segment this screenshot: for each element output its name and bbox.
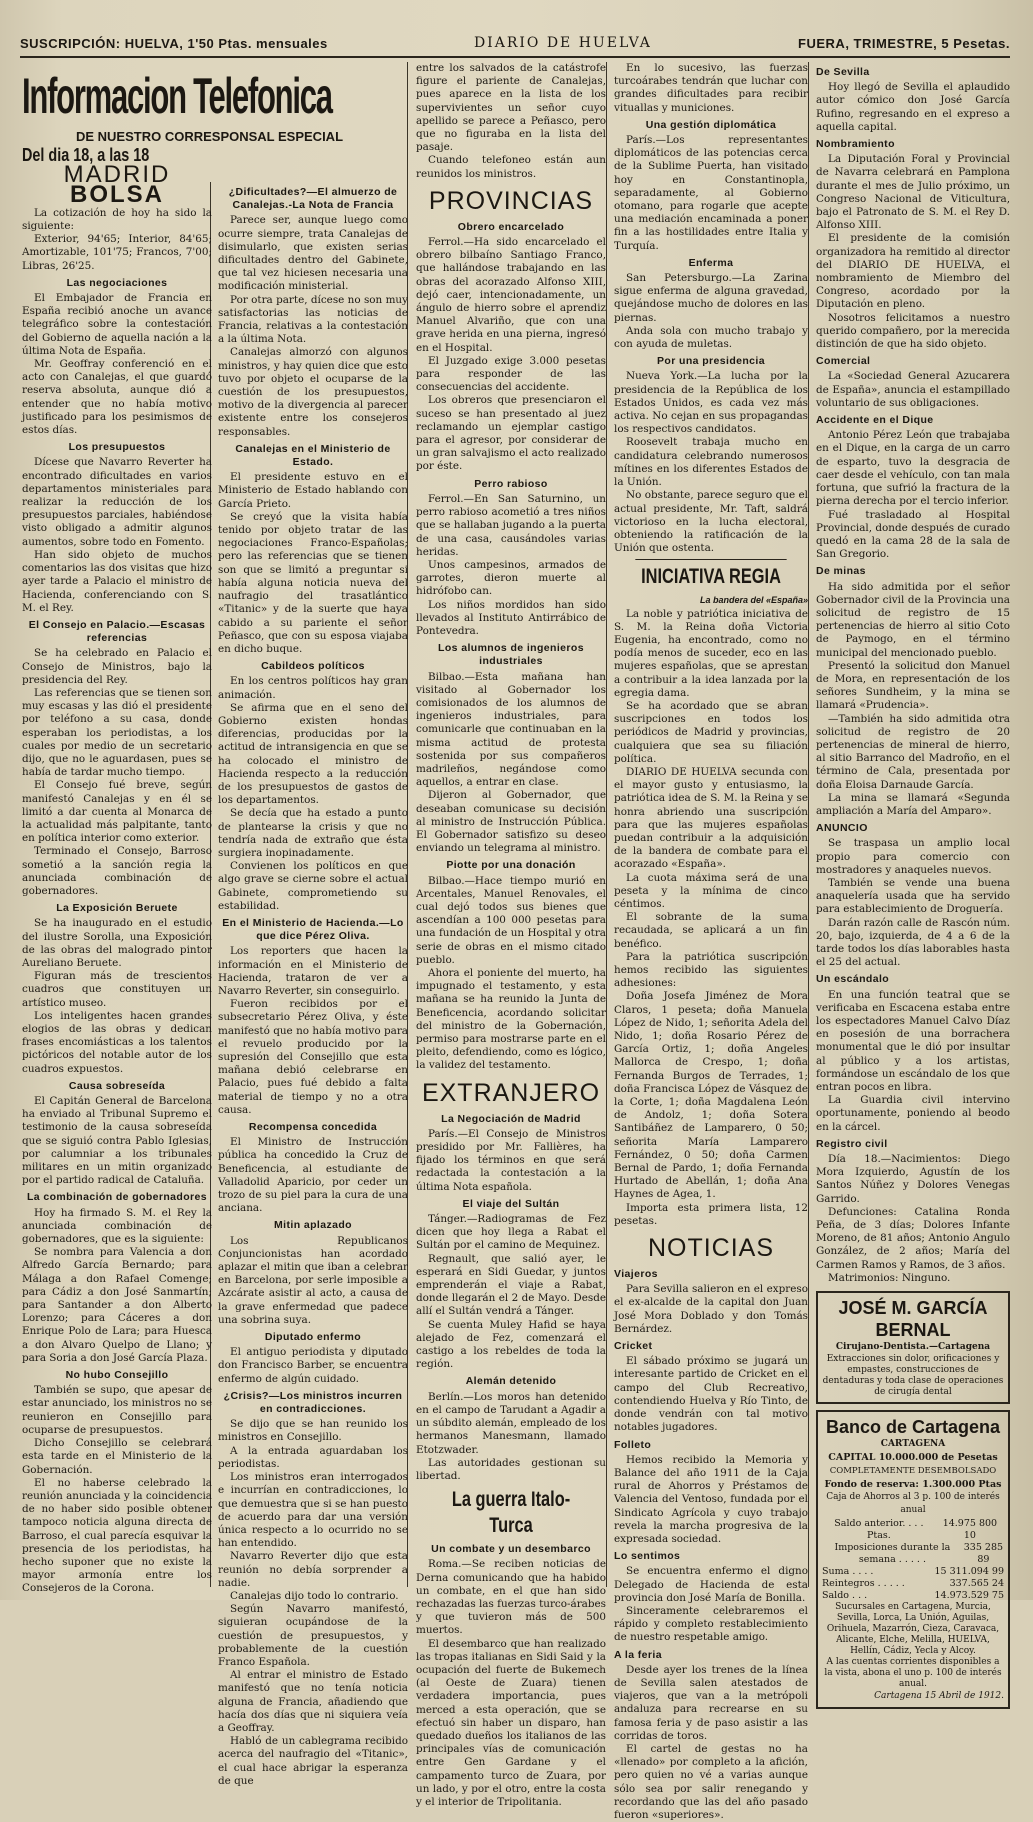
article-heading: La combinación de gobernadores — [26, 1191, 208, 1204]
paragraph: Regnault, que salió ayer, le esperará en Sidi Guedar, y juntos emprenderán el viaje a Rabat, donde llegarán el 2 de Mayo. Desde allí el Sultán vendrá a Tánger. — [416, 1252, 606, 1318]
article-subheading: La bandera del «España» — [699, 595, 808, 606]
ledger-label: Suma . . . . — [822, 1565, 874, 1577]
paragraph: También se vende una buena anaquelería usada que ha servido para establecimiento de Droguería. — [816, 876, 1010, 916]
paragraph: Sinceramente celebraremos el rápido y completo restablecimiento de nuestro respetable amigo. — [614, 1604, 808, 1644]
ad-line: COMPLETAMENTE DESEMBOLSADO — [829, 1465, 997, 1476]
paragraph: Al entrar el ministro de Estado manifestó que no tenía noticia alguna de Francia, añadiendo que hacía dos días que ni siquiera veía a Geoffray. — [218, 1669, 408, 1734]
article-heading: Nombramiento — [816, 138, 895, 151]
paragraph: La Diputación Foral y Provincial de Navarra celebrará en Pamplona durante el mes de Julio próximo, un Congreso Nacional de Viticultura, bajo el Patronato de S. M. el Rey D. Alfonso XIII. — [816, 153, 1010, 232]
paragraph: Para Sevilla salieron en el expreso el ex-alcalde de la capital don Juan José Mora Doblado y don Tomás Bernárdez. — [614, 1283, 808, 1335]
article-heading: Comercial — [816, 355, 871, 368]
article-heading: A la feria — [614, 1648, 662, 1661]
paragraph: Desde ayer los trenes de la línea de Sevilla salen atestados de viajeros, que van a la metrópoli andaluza para recrearse en su famosa feria y de paso asistir a las corridas de toros. — [614, 1663, 808, 1742]
subscription-outside: FUERA, TRIMESTRE, 5 Pesetas. — [798, 35, 1010, 51]
column-rule — [606, 62, 607, 1587]
ledger-row — [822, 1518, 1004, 1542]
paragraph: Por otra parte, dícese no son muy satisfactorias las noticias de Francia, relativas a la contestación a la última Nota. — [218, 293, 408, 346]
paragraph: Nueva York.—La lucha por la presidencia de la República de los Estados Unidos, es cada vez más activa. No cejan en sus propagandas los respectivos candidatos. — [614, 370, 808, 436]
article-heading: Perro rabioso — [474, 477, 548, 490]
ledger-label: Imposiciones durante la semana . . . . . — [834, 1541, 951, 1565]
article-heading: ¿Crisis?—Los ministros incurren en contradicciones. — [223, 1389, 403, 1416]
paragraph: La cotización de hoy ha sido la siguiente: — [22, 206, 212, 233]
section-heading-extranjero: EXTRANJERO — [421, 1078, 601, 1107]
paragraph: Se decía que ha estado a punto de plantearse la crisis y que no tendría nada de extraño que ésta surgiera inopinadamente. — [218, 807, 408, 859]
paragraph: Cuando telefoneo están aun reunidos los ministros. — [416, 154, 606, 180]
paragraph: Exterior, 94'65; Interior, 84'65; Amortizable, 101'75; Francos, 7'00; Libras, 26'25. — [22, 233, 212, 272]
article-heading: Los alumnos de ingenieros industriales — [438, 642, 584, 668]
article-heading: Causa sobreseída — [68, 1079, 166, 1092]
ledger-row — [822, 1590, 1004, 1602]
paragraph: La cuota máxima será de una peseta y la mínima de cinco céntimos. — [614, 871, 808, 910]
paragraph: Se cuenta Muley Hafid se haya alejado de Fez, comenzará el castigo a los rebeldes de toda la región. — [416, 1318, 606, 1371]
paragraph: Doña Josefa Jiménez de Mora Claros, 1 peseta; doña Manuela López de Nido, 1; señorita Adela del Nido, 1; doña Rosario Pérez de García Ortiz, 1; doña Angeles Mallorca de Crespo, 1; doña Fernanda Burgos de Terrades, 1; doña Francisca López de Vásquez de la Corte, 1; doña Magdalena León de Andolz, 1; doña Sotera Santibáñez de Lamparero, 0 50; señorita María Lamparero Fernández, 0 50; doña Carmen Bernal de Pardo, 1; doña Fernanda Hurtado de Abellán, 1; doña Ana Haynes de Agea, 1. — [614, 990, 808, 1201]
paragraph: Convienen los políticos en que algo grave se cierne sobre el actual Gabinete, comprometiendo su estabilidad. — [218, 860, 408, 912]
paragraph: Se traspasa un amplio local propio para comercio con mostradores y anaqueles nuevos. — [816, 837, 1010, 876]
ad-line: CAPITAL 10.000.000 de Pesetas — [828, 1452, 998, 1464]
paragraph: También se supo, que apesar de estar anunciado, los ministros no se reunieron en Consejillo para ocuparse de presupuestos. — [22, 1384, 212, 1436]
ad-line: Extracciones sin dolor, orificaciones y empastes, construcciones de dentaduras y toda clase de operaciones de cirugía dental — [822, 1354, 1004, 1398]
subscription-huelva: SUSCRIPCIÓN: HUELVA, 1'50 Ptas. mensuales — [20, 35, 328, 51]
paragraph: Según Navarro manifestó, siguieran ocupándose de la cuestión de presupuestos, y probablemente de la cuestión Franco Española. — [218, 1603, 408, 1668]
paragraph: Darán razón calle de Rascón núm. 20, bajo, izquierda, de 4 a 6 de la tarde todos los días laborables hasta el 25 del actual. — [816, 916, 1010, 969]
paragraph: El Ministro de Instrucción pública ha concedido la Cruz de Beneficencia, al estudiante de Valladolid Aparicio, por ceder un trozo de su piel para la cura de una anciana. — [218, 1136, 408, 1215]
paragraph: San Petersburgo.—La Zarina sigue enferma de alguna gravedad, quejándose mucho de dolores en las piernas. — [614, 272, 808, 324]
paragraph: Se ha inaugurado en el estudio del ilustre Sorolla, una Exposición de las obras del malogrado pintor Aureliano Beruete. — [22, 917, 212, 969]
paragraph: Se ha acordado que se abran suscripciones en todos los periódicos de Madrid y provincias, cualquiera que sea su filiación política. — [614, 699, 808, 765]
ledger-value: 335 285 89 — [963, 1541, 1004, 1565]
article-heading: Enferma — [688, 256, 734, 269]
paragraph: Ferrol.—En San Saturnino, un perro rabioso acometió a tres niños que se hallaban jugando a la puerta de una casa, causándoles varias heridas. — [416, 492, 606, 558]
article-heading: Los presupuestos — [68, 441, 166, 454]
paragraph: Bilbao.—Hace tiempo murió en Arcentales, Manuel Renovales, el cual dejó todos sus bienes que ascendían a 100 000 pesetas para una fundación de un Hospital y otra serie de obras en el mismo citado pueblo. — [416, 874, 606, 966]
paragraph: entre los salvados de la catástrofe figure el pariente de Canalejas, pues aparece en la lista de los supervivientes un señor cuyo apellido se parece a Peñasco, pero que no figuraba en la lista del pasaje. — [416, 62, 606, 154]
ad-line: Caja de Ahorros al 3 p. 100 de interés anual — [826, 1492, 1000, 1516]
article-heading: Las negociaciones — [66, 276, 168, 289]
column-rule — [808, 62, 809, 1587]
section-heading-iniciativa: INICIATIVA REGIA — [635, 559, 786, 590]
paragraph: Nosotros felicitamos a nuestro querido compañero, por la merecida distinción de que ha sido objeto. — [816, 311, 1010, 351]
paragraph: Matrimonios: Ninguno. — [828, 1271, 951, 1284]
bolsa-heading: BOLSA — [70, 180, 164, 208]
paragraph: Canalejas almorzó con algunos ministros, y hay quien dice que esto tuvo por objeto el ocuparse de la cuestión de los presupuestos, motivo de la divergencia al parecer existente entre los consejeros responsables. — [218, 346, 408, 438]
article-heading: De Sevilla — [816, 66, 870, 78]
paragraph: Dícese que Navarro Reverter ha encontrado dificultades en varios departamentos ministeriales para realizar la reducción de los presupuestos parciales, habiéndose visto obligado a admitir algunos aumentos, sobre todo en Fomento. — [22, 456, 212, 548]
article-heading: De minas — [816, 565, 866, 578]
paragraph: Roma.—Se reciben noticias de Derna comunicando que ha habido un combate, en el que han sido rechazadas las fuerzas turco-árabes y que tuvieron más de 500 muertos. — [416, 1558, 606, 1637]
article-heading: El viaje del Sultán — [462, 1197, 560, 1210]
paragraph: En lo sucesivo, las fuerzas turcoárabes tendrán que luchar con grandes dificultades para recibir vituallas y municiones. — [614, 62, 808, 114]
ledger-row — [822, 1578, 1004, 1590]
paragraph: Ahora el poniente del muerto, ha impugnado el testamento, y esta mañana se ha reunido la Junta de Beneficencia, acordando solicitar del ministro de la Gobernación, permiso para mostrarse parte en el pleito, defendiendo, como es lógico, la validez del testamento. — [416, 967, 606, 1072]
paragraph: En una función teatral que se verificaba en Escacena estaba entre los espectadores Manuel Calvo Díaz en posesión de una borrachera monumental que le dió por insultar al público y a los artistas, formándose un escándalo de los que entran pocos en libra. — [816, 988, 1010, 1094]
paragraph: El cartel de gestas no ha «llenado» por completo a la afición, pero quien no vé a varias aunque sólo sea por salir renegando y recordando que las del año pasado fueron «superiores». — [614, 1742, 808, 1821]
article-heading: Alemán detenido — [465, 1375, 557, 1388]
ad-date: Cartagena 15 Abril de 1912. — [874, 1690, 1004, 1701]
paragraph: Anda sola con mucho trabajo y con ayuda de muletas. — [614, 324, 808, 351]
ledger-value: 14.975 800 10 — [942, 1517, 998, 1541]
paragraph: Hoy ha firmado S. M. el Rey la anunciada combinación de gobernadores, que es la siguiente: — [22, 1206, 212, 1246]
paragraph: Para la patriótica suscripción hemos recibido las siguientes adhesiones: — [614, 950, 808, 990]
section-heading-provincias: PROVINCIAS — [428, 186, 594, 215]
article-heading: Obrero encarcelado — [457, 220, 565, 233]
paragraph: Canalejas dijo todo lo contrario. — [230, 1589, 399, 1602]
paragraph: No obstante, parece seguro que el actual presidente, Mr. Taft, saldrá victorioso en la lucha electoral, obteniendo la ratificación de la Unión que ostenta. — [614, 489, 808, 555]
paragraph: Mr. Geoffray conferenció en el acto con Canalejas, el que guardó reserva absoluta, aunque dió a entender que no había motivo justificado para los pesimismos de estos días. — [22, 358, 212, 437]
article-heading: No hubo Consejillo — [65, 1369, 169, 1382]
article-heading: Mitin aplazado — [274, 1219, 352, 1232]
paragraph: El Juzgado exige 3.000 pesetas para responder de las consecuencias del accidente. — [416, 354, 606, 394]
paragraph: Los obreros que presenciaron el suceso se han presentado al juez reclamando un ejemplar castigo para el agresor, por considerar de un gran salvajismo el acto realizado por éste. — [416, 394, 606, 473]
ad-line: Cirujano-Dentista.—Cartagena — [835, 1342, 991, 1353]
column-2 — [218, 182, 408, 1787]
ad-line: Fondo de reserva: 1.300.000 Ptas — [824, 1478, 1002, 1490]
paragraph: La noble y patriótica iniciativa de S. M. la Reina doña Victoria Eugenia, ha encontrado, como no podía menos de suceder, eco en las mujeres españolas, que se aprestan a contribuir a la idea lanzada por la egregia dama. — [614, 607, 808, 699]
paragraph: Se ha celebrado en Palacio el Consejo de Ministros, bajo la presidencia del Rey. — [22, 647, 212, 686]
paragraph: Los Republicanos Conjuncionistas han acordado aplazar el mitin que iban a celebrar en Barcelona, por serle imposible a Azcárate asistir al acto, a causa de la grave enfermedad que padece una sobrina suya. — [218, 1234, 408, 1326]
ad-city: CARTAGENA — [880, 1439, 946, 1450]
dentist-advertisement — [816, 1291, 1010, 1404]
paragraph: Ha sido admitida por el señor Gobernador civil de la Provincia una solicitud de registro de 15 pertenencias de hierro al sitio Coto de Paymogo, en el término municipal del mencionado pueblo. — [816, 580, 1010, 659]
paragraph: Las autoridades gestionan su libertad. — [416, 1456, 606, 1482]
article-heading: Recompensa concedida — [248, 1121, 378, 1134]
ad-line: Sucursales en Cartagena, Murcia, Sevilla, Lorca, La Unión, Aguilas, Orihuela, Mazarrón, Cieza, Caravaca, Alicante, Elche, Melilla, HUELVA, Hellín, Cádiz, Yecla y Alcoy. — [826, 1601, 1000, 1656]
ad-name: Banco de Cartagena — [825, 1417, 1001, 1438]
paragraph: Dijeron al Gobernador, que deseaban comunicase su decisión al ministro de Instrucción Pública. El Gobernador satisfizo su deseo enviando un telegrama al ministro. — [416, 789, 606, 855]
article-heading: Viajeros — [614, 1268, 658, 1281]
ledger-label: Reintegros . . . . . — [822, 1577, 905, 1589]
paragraph: El no haberse celebrado la reunión anunciada y la coincidencia de no haber sido posible obtener tampoco noticia alguna directa de Barroso, el cual parecía esquivar la presencia de los periodistas, ha hecho suponer que no existe la mayor armonía entre los Consejeros de la Corona. — [22, 1476, 212, 1595]
article-heading: El Consejo en Palacio.—Escasas referencias — [28, 618, 206, 645]
paragraph: Dicho Consejillo se celebrará esta tarde en el Ministerio de la Gobernación. — [22, 1437, 212, 1476]
paragraph: El presidente estuvo en el Ministerio de Estado hablando con García Prieto. — [218, 471, 408, 510]
paragraph: Figuran más de trescientos cuadros que constituyen un artístico museo. — [22, 970, 212, 1009]
section-heading-guerra: La guerra Italo-Turca — [451, 1488, 571, 1538]
column-3 — [416, 62, 606, 1808]
ledger-label: Saldo . . . — [822, 1589, 868, 1601]
paragraph: El sobrante de la suma recaudada, se aplicará a un fin benéfico. — [614, 911, 808, 950]
paragraph: El presidente de la comisión organizadora ha remitido al director del DIARIO DE HUELVA, el nombramiento de Miembro del Congreso, acordado por la Diputación en pleno. — [816, 232, 1010, 311]
city-heading: MADRID — [63, 161, 171, 189]
article-heading: Una gestión diplomática — [645, 118, 777, 131]
ledger-value: 15 311.094 99 — [934, 1565, 1004, 1577]
paragraph: Terminado el Consejo, Barroso sometió a la sanción regia la anunciada combinación de gobernadores. — [22, 845, 212, 897]
paragraph: El desembarco que han realizado las tropas italianas en Sidi Said y la ocupación del fuerte de Bukemech (al Oeste de Zuara) tienen verdadera importancia, pues merced a esta operación, que se efectuó sin haber un disparo, han quedado dueños los italianos de las principales vías de comunicación entre Gen Gardane y el campamento turco de Zuara, por un lado, y por el otro, entre la costa y el interior de Tripolitania. — [416, 1637, 606, 1808]
paragraph: París.—Los representantes diplomáticos de las potencias cerca de la Sublime Puerta, han visitado hoy en Constantinopla, separadamente, al Gobierno otomano, para rogarle que acepte una mediación encaminada a poner fin a las hostilidades entre Italia y Turquía. — [614, 134, 808, 252]
section-title: Informacion Telefonica — [22, 68, 332, 124]
ad-line: A las cuentas corrientes disponibles a la vista, abona el uno p. 100 de interés anual. — [824, 1656, 1002, 1689]
paragraph: Se afirma que en el seno del Gobierno existen hondas diferencias, producidas por la actitud de intransigencia en que se ha colocado el ministro de Hacienda respecto a la reducción de los presupuestos de gastos de los departamentos. — [218, 701, 408, 807]
article-heading: La Negociación de Madrid — [441, 1112, 581, 1125]
paragraph: El Embajador de Francia en España recibió anoche un avance telegráfico sobre la contestación del Gobierno de aquella nación a la última Nota de España. — [22, 292, 212, 357]
section-heading-noticias: NOTICIAS — [647, 1234, 775, 1263]
paragraph: A la entrada aguardaban los periodistas. — [218, 1444, 408, 1470]
article-heading: Un escándalo — [816, 973, 890, 986]
ledger-value: 337.565 24 — [949, 1577, 1004, 1589]
paragraph: Los niños mordidos han sido llevados al Instituto Antirrábico de Pontevedra. — [416, 598, 606, 637]
article-heading: Por una presidencia — [657, 355, 765, 368]
paragraph: Se encuentra enfermo el digno Delegado de Hacienda de esta provincia don José María de Bonilla. — [614, 1565, 808, 1604]
paragraph: El sábado próximo se jugará un interesante partido de Cricket en el campo del Club Recreativo, contendiendo Huelva y Río Tinto, de donde vendrán con tal motivo notables jugadores. — [614, 1355, 808, 1434]
paragraph: Día 18.—Nacimientos: Diego Mora Izquierdo, Agustín de los Santos Núñez y Dolores Venegas Garrido. — [816, 1153, 1010, 1205]
paragraph: Defunciones: Catalina Ronda Peña, de 3 días; Dolores Infante Moreno, de 81 años; Antonio Angulo González, de 2 años; María del Carmen Ramos y Ramos, de 3 años. — [816, 1205, 1010, 1271]
article-heading: Folleto — [614, 1438, 652, 1451]
paragraph: Los ministros eran interrogados e incurrían en contradicciones, lo que demuestra que si se han puesto de acuerdo para dar una versión única respecto a lo ocurrido no se han entendido. — [218, 1471, 408, 1550]
paragraph: Parece ser, aunque luego como ocurre siempre, trata Canalejas de disimularlo, que existen serias dificultades dentro del Gabinete, que tal vez hiciesen necesaria una modificación ministerial. — [218, 214, 408, 293]
article-heading: Registro civil — [816, 1137, 888, 1150]
ledger-row — [822, 1542, 1004, 1566]
bank-advertisement — [816, 1410, 1010, 1708]
paragraph: DIARIO DE HUELVA secunda con el mayor gusto y entusiasmo, la patriótica idea de S. M. la Reina y se honra abriendo una suscripción para que las mujeres españolas puedan contribuir a la adquisición de la bandera de combate para el acorazado «España». — [614, 765, 808, 871]
article-heading: Diputado enfermo — [264, 1331, 362, 1344]
paragraph: El Capitán General de Barcelona ha enviado al Tribunal Supremo el testimonio de la causa sobreseída que se siguió contra Pablo Iglesias, por calumniar a los tribunales militares en un mitin organizado por el partido radical de Cataluña. — [22, 1095, 212, 1187]
ledger-value: 14.973.529 75 — [934, 1589, 1004, 1601]
article-heading: La Exposición Beruete — [56, 902, 178, 915]
paragraph: Hoy llegó de Sevilla el aplaudido autor cómico don José García Rufino, regresando en el expreso a aquella capital. — [816, 81, 1010, 133]
paragraph: Fueron recibidos por el subsecretario Pérez Oliva, y éste manifestó que no había motivo para el revuelo producido por la supresión del Consejillo que esta mañana debió celebrarse en Palacio, pues fué debido a falta material de tiempo y no a otra causa. — [218, 998, 408, 1116]
article-heading: Cricket — [614, 1340, 653, 1353]
paragraph: Se dijo que se han reunido los ministros en Consejillo. — [218, 1418, 408, 1444]
paragraph: El antiguo periodista y diputado don Francisco Barber, se encuentra enfermo de algún cuidado. — [218, 1346, 408, 1385]
paragraph: Ferrol.—Ha sido encarcelado el obrero bilbaíno Santiago Franco, que hallándose trabajando en las obras del acorazado Alfonso XIII, dejó caer, intencionadamente, un ángulo de hierro sobre el aprendiz Manuel Alvariño, que con una grave herida en una pierna, ingresó en el Hospital. — [416, 236, 606, 354]
paragraph: Hemos recibido la Memoria y Balance del año 1911 de la Caja rural de Ahorros y Préstamos de Valencia del Ventoso, fundada por el Sindicato Agrícola y cuyo trabajo revela la marcha progresiva de la expresada sociedad. — [614, 1453, 808, 1545]
paragraph: Habló de un cablegrama recibido acerca del naufragio del «Titanic», el cual hace abrigar la esperanza de que — [218, 1735, 408, 1787]
paragraph: Los inteligentes hacen grandes elogios de las obras y dedican frases encomiásticas a los talentos pictóricos del notable autor de los cuadros expuestos. — [22, 1009, 212, 1075]
paragraph: En los centros políticos hay gran animación. — [218, 675, 408, 701]
ledger-row — [822, 1566, 1004, 1578]
masthead-bar — [20, 30, 1010, 58]
paragraph: Roosevelt trabaja mucho en candidatura celebrando numerosos mítines en los diferentes Estados de la Unión. — [614, 436, 808, 489]
article-heading: En el Ministerio de Hacienda.—Lo que dice Pérez Oliva. — [222, 916, 404, 943]
section-subtitle: DE NUESTRO CORRESPONSAL ESPECIAL — [75, 129, 344, 144]
paragraph: El Consejo fué breve, según manifestó Canalejas y en él se limitó a dar cuenta al Monarca de la actualidad más palpitante, tanto en política interior como exterior. — [22, 779, 212, 845]
article-heading: Lo sentimos — [614, 1550, 681, 1563]
paragraph: Tánger.—Radiogramas de Fez dicen que hoy llega a Rabat el Sultán por el camino de Mequinez. — [416, 1213, 606, 1252]
paragraph: Han sido objeto de muchos comentarios las dos visitas que hizo ayer tarde a Palacio el ministro de Hacienda, conferenciando con S. M. el Rey. — [22, 548, 212, 614]
dateline: Del dia 18, a las 18 — [22, 145, 150, 166]
ledger-label: Saldo anterior. . . . Ptas. — [834, 1517, 924, 1541]
paragraph: La Guardia civil intervino oportunamente, poniendo al beodo en la cárcel. — [816, 1094, 1010, 1133]
article-heading: ANUNCIO — [816, 822, 868, 835]
paragraph: Se nombra para Valencia a don Alfredo García Bernardo; para Málaga a don Rafael Comenge; para Cádiz a don José Sanmartín; para Santander a don Alberto Lorenzo; para Cáceres a don Enrique Polo de Lara; para Huesca a don Alvaro Quelpo de Llano; y para Soria a don José García Plaza. — [22, 1246, 212, 1364]
article-heading: Un combate y un desembarco — [431, 1543, 591, 1556]
paragraph: Bilbao.—Esta mañana han visitado al Gobernador los comisionados de los alumnos de ingenieros industriales, para comunicarle que continuaban en la misma actitud de protesta sostenida por sus compañeros madrileños, negándose como aquellos, a entrar en clase. — [416, 670, 606, 789]
paragraph: La mina se llamará «Segunda ampliación a María del Amparo». — [816, 791, 1010, 817]
newspaper-name: DIARIO DE HUELVA — [473, 35, 652, 51]
paragraph: Las referencias que se tienen son muy escasas y las dió el presidente por teléfono a su casa, donde esperaban los periodistas, a los cuales por medio de un secretario dijo, que no le aguardasen, pues se había de tardar mucho tiempo. — [22, 686, 212, 779]
paragraph: Fué trasladado al Hospital Provincial, donde después de curado quedó en la cama 28 de la sala de San Gregorio. — [816, 508, 1011, 561]
paragraph: Presentó la solicitud don Manuel de Mora, en representación de los señores Sundheim, y la mina se llamará «Prudencia». — [816, 659, 1010, 712]
paragraph: Importa esta primera lista, 12 pesetas. — [614, 1201, 808, 1227]
paragraph: Berlín.—Los moros han detenido en el campo de Tarudant a Agadir a un súbdito alemán, empleado de los hermanos Manesmann, llamado Etotzwader. — [416, 1390, 606, 1456]
paragraph: —También ha sido admitida otra solicitud de registro de 20 pertenencias de mineral de hierro, al sitio Barranco del Madroño, en el término de Cala, presentada por doña Eloisa Darnaude García. — [816, 712, 1010, 791]
ad-name: JOSÉ M. GARCÍA BERNAL — [838, 1298, 988, 1341]
paragraph: Los reporters que hacen la información en el Ministerio de Hacienda, trataron de ver a Navarro Reverter, sin conseguirlo. — [218, 945, 408, 997]
paragraph: París.—El Consejo de Ministros presidido por Mr. Fallières, ha fijado los términos en que será redactada la contestación a la última Nota española. — [416, 1127, 606, 1193]
article-heading: Cabildeos políticos — [261, 660, 365, 673]
paragraph: La «Sociedad General Azucarera de España», anuncia el estampillado voluntario de sus obligaciones. — [816, 370, 1010, 409]
paragraph: Unos campesinos, armados de garrotes, dieron muerte al hidrófobo can. — [416, 558, 606, 598]
article-heading: Canalejas en el Ministerio de Estado. — [235, 442, 391, 469]
paragraph: Se creyó que la visita había tenido por objeto tratar de las negociaciones Franco-Españolas; pero las referencias que se tienen son que se limitó a preguntar si había alguna noticia nueva del naufragio del trasatlántico «Titanic» y de la suerte que haya cabido a su pariente el señor Peñasco, que con su esposa viajaba en dicho buque. — [218, 510, 408, 655]
column-4 — [614, 62, 808, 1821]
paragraph: Antonio Pérez León que trabajaba en el Dique, en la carga de un carro de esparto, tuvo la desgracia de caer desde el vehículo, con tan mala fortuna, que sufrió la fractura de la pierna derecha por el tercio inferior. — [816, 429, 1010, 508]
paragraph: Navarro Reverter dijo que esta reunión no debía sorprender a nadie. — [218, 1550, 408, 1589]
article-heading: ¿Dificultades?—El almuerzo de Canalejas.-La Nota de Francia — [228, 186, 398, 212]
article-heading: Accidente en el Dique — [816, 414, 934, 427]
article-heading: Piotte por una donación — [446, 859, 576, 872]
column-5 — [816, 62, 1011, 1701]
